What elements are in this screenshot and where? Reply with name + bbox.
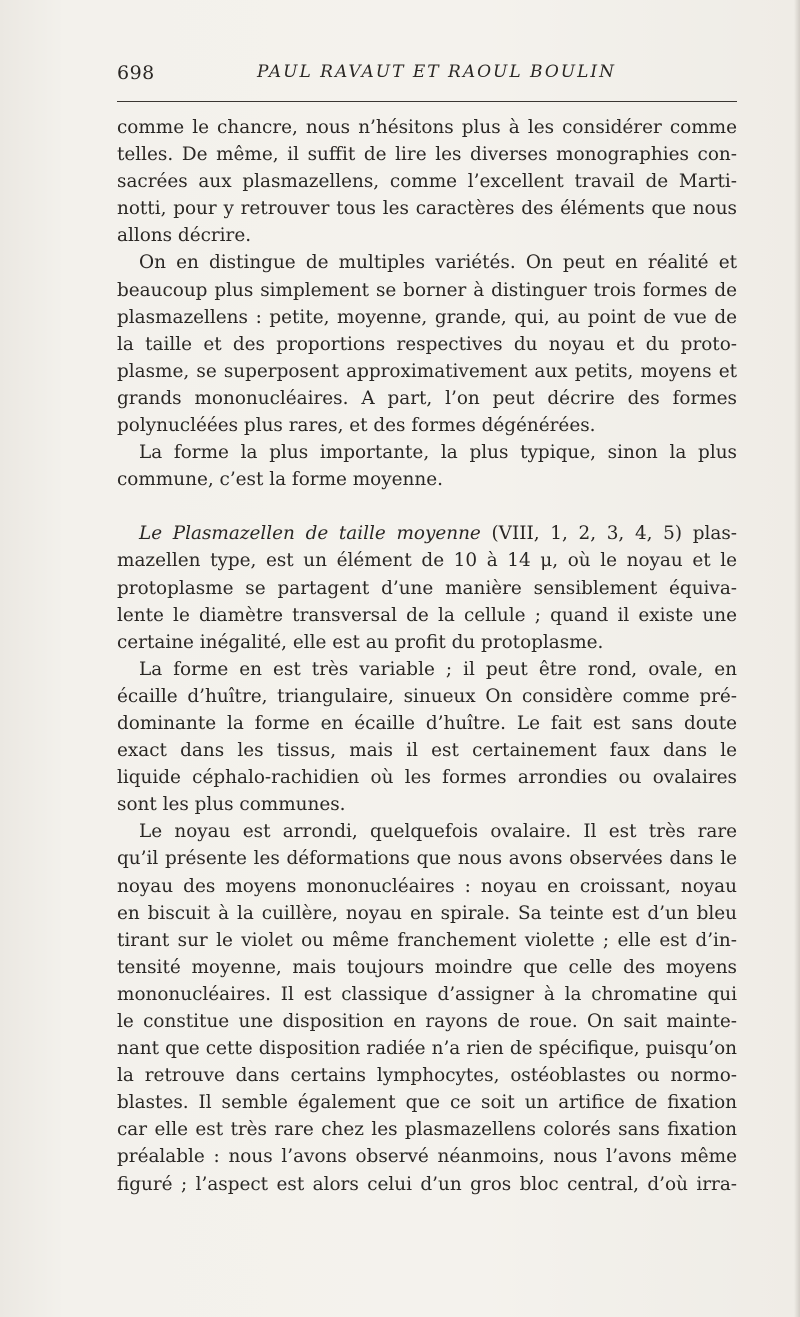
text-line: noyau des moyens mononucléaires : noyau en croissant, noyau: [117, 875, 737, 897]
text-line: beaucoup plus simplement se borner à distinguer trois formes de: [117, 279, 737, 301]
running-title: PAUL RAVAUT ET RAOUL BOULIN: [257, 62, 617, 82]
text-line: La forme en est très variable ; il peut être rond, ovale, en: [139, 658, 737, 680]
text-line: liquide céphalo-rachidien où les formes arrondies ou ovalaires: [117, 767, 737, 789]
header-rule: [117, 101, 737, 102]
text-line: grands mononucléaires. A part, l’on peut décrire des formes: [117, 387, 737, 409]
body-text: [117, 114, 737, 1198]
italic-heading: Le Plasmazellen de taille moyenne: [139, 523, 481, 545]
text-line: La forme la plus importante, la plus typique, sinon la plus: [139, 442, 737, 464]
paragraph: [117, 520, 737, 655]
text-line: mononucléaires. Il est classique d’assigner à la chromatine qui: [117, 983, 737, 1005]
text-line: tirant sur le violet ou même franchement violette ; elle est d’in-: [117, 929, 737, 951]
text-line: certaine inégalité, elle est au profit du protoplasme.: [117, 631, 604, 653]
text-line: sacrées aux plasmazellens, comme l’excellent travail de Marti-: [117, 171, 737, 193]
text-run: (VIII, 1, 2, 3, 4, 5) plas-: [480, 523, 737, 545]
text-line: en biscuit à la cuillère, noyau en spirale. Sa teinte est d’un bleu: [117, 902, 737, 924]
text-line: commune, c’est la forme moyenne.: [117, 469, 443, 491]
page-header: [117, 62, 737, 92]
text-line: Le noyau est arrondi, quelquefois ovalaire. Il est très rare: [139, 821, 737, 843]
text-line: sont les plus communes.: [117, 794, 346, 816]
text-line: blastes. Il semble également que ce soit un artifice de fixation: [117, 1092, 737, 1114]
text-line: le constitue une disposition en rayons de roue. On sait mainte-: [117, 1011, 737, 1032]
text-line: protoplasme se partagent d’une manière sensiblement équiva-: [117, 577, 737, 599]
text-line: la retrouve dans certains lymphocytes, ostéoblastes ou normo-: [117, 1065, 737, 1087]
text-line: exact dans les tissus, mais il est certainement faux dans le: [117, 740, 737, 762]
paragraph: [117, 818, 737, 1197]
text-line: tensité moyenne, mais toujours moindre que celle des moyens: [117, 956, 737, 978]
paragraph: [117, 114, 737, 249]
page-number: 698: [117, 62, 155, 84]
paragraph: [117, 249, 737, 439]
text-line: telles. De même, il suffit de lire les diverses monographies con-: [117, 144, 737, 166]
text-line: mazellen type, est un élément de 10 à 14 μ, où le noyau et le: [117, 550, 737, 572]
text-line: lente le diamètre transversal de la cellule ; quand il existe une: [117, 604, 737, 626]
text-line: notti, pour y retrouver tous les caractères des éléments que nous: [117, 198, 737, 220]
text-line: dominante la forme en écaille d’huître. Le fait est sans doute: [117, 712, 737, 734]
page-edge-shadow: [794, 0, 800, 1317]
text-line: comme le chancre, nous n’hésitons plus à les considérer comme: [117, 117, 737, 138]
text-line: figuré ; l’aspect est alors celui d’un gros bloc central, d’où irra-: [117, 1173, 737, 1195]
text-line: préalable : nous l’avons observé néanmoins, nous l’avons même: [117, 1146, 737, 1168]
text-line: plasmazellens : petite, moyenne, grande, qui, au point de vue de: [117, 306, 737, 328]
text-line: allons décrire.: [117, 225, 252, 247]
paragraph: [117, 439, 737, 493]
text-line: la taille et des proportions respectives du noyau et du proto-: [117, 333, 737, 355]
section-gap: [117, 493, 737, 520]
text-line: nant que cette disposition radiée n’a rien de spécifique, puisqu’on: [117, 1038, 737, 1060]
text-line: car elle est très rare chez les plasmazellens colorés sans fixation: [117, 1119, 737, 1141]
text-line: plasme, se superposent approximativement aux petits, moyens et: [117, 360, 737, 382]
paragraph: [117, 656, 737, 819]
text-line: qu’il présente les déformations que nous avons observées dans le: [117, 848, 737, 870]
text-line: écaille d’huître, triangulaire, sinueux On considère comme pré-: [117, 685, 737, 707]
text-line: On en distingue de multiples variétés. On peut en réalité et: [139, 252, 737, 274]
text-line: polynucléées plus rares, et des formes dégénérées.: [117, 415, 596, 437]
text-line: [117, 520, 737, 547]
